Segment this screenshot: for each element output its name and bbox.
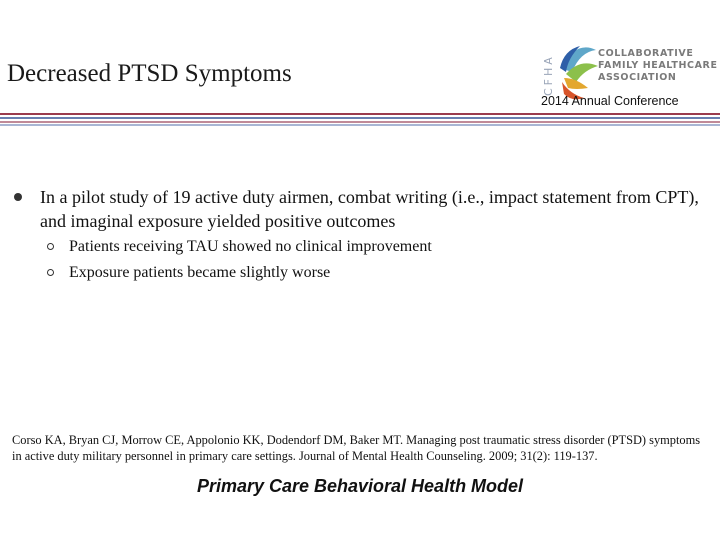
logo-line-1: COLLABORATIVE [598,48,694,59]
footer-title: Primary Care Behavioral Health Model [196,476,524,496]
sub-bullet-text: Patients receiving TAU showed no clinical improvement [69,238,432,255]
header-divider [0,113,720,129]
sub-bullet-text: Exposure patients became slightly worse [69,264,331,281]
conference-label: 2014 Annual Conference [541,94,679,108]
logo-line-3: ASSOCIATION [598,72,677,83]
citation: Corso KA, Bryan CJ, Morrow CE, Appolonio KK, Dodendorf DM, Baker MT. Managing post traumatic stress disorder (PTSD) symptoms in active duty military personnel in primary care settings. Journal of Mental Health Counseling. 2009; 31(2): 119-137. [12,433,701,463]
sub-bullet-circle [47,269,54,276]
slide-title: Decreased PTSD Symptoms [7,60,292,87]
logo-line-2: FAMILY HEALTHCARE [598,60,718,71]
bullet-dot [14,193,22,201]
svg-text:CFHA: CFHA [542,54,555,96]
sub-bullet-circle [47,243,54,250]
bullet-text: In a pilot study of 19 active duty airmen, combat writing (i.e., impact statement from CPT), and imaginal exposure yielded positive outcomes [40,187,699,231]
